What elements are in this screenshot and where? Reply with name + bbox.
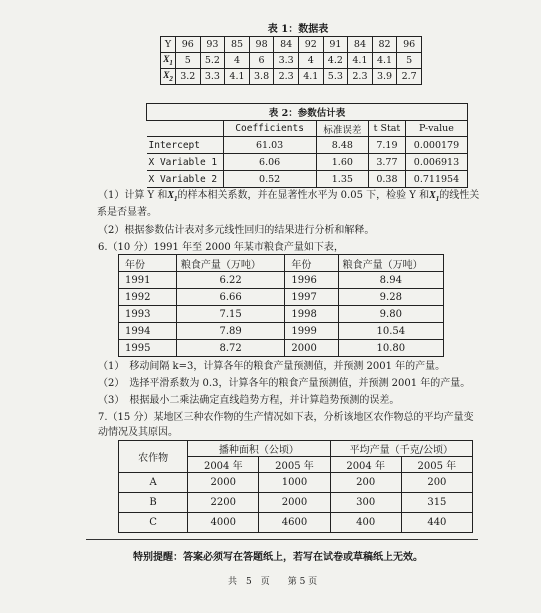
table2-cell: 1.35 [316, 171, 368, 188]
q7-year-header: 2005 年 [259, 457, 330, 473]
table1-cell: 5 [397, 53, 422, 69]
q6-table-cell: 1992 [119, 289, 177, 306]
table2-cell: 7.19 [368, 137, 405, 154]
q6-table-cell: 1995 [119, 340, 177, 357]
q7-table-cell: 1000 [259, 473, 330, 493]
q6-table-cell: 7.89 [176, 323, 284, 340]
table1-cell: 5.3 [323, 69, 348, 85]
q7-head-area: 播种面积（公顷） [188, 441, 330, 457]
table2-header: P-value [405, 121, 467, 137]
table1-cell: 5.2 [200, 53, 225, 69]
table2-cell: 0.52 [223, 171, 316, 188]
q7-intro-line2: 动情况及其原因。 [98, 427, 178, 438]
footer-divider [86, 539, 478, 540]
table1-cell: 2.3 [274, 69, 299, 85]
table1-title: 表 1：数据表 [267, 24, 329, 35]
table1-cell: 82 [372, 37, 397, 53]
footer-note: 特别提醒：答案必须写在答题纸上，若写在试卷或草稿纸上无效。 [133, 552, 423, 563]
table1-cell: 96 [176, 37, 201, 53]
q6-table-row [119, 340, 444, 357]
q7-table-cell: 2000 [188, 473, 259, 493]
q6-sub1: （1） 移动间隔 k=3，计算各年的粮食产量预测值，并预测 2001 年的产量。 [98, 361, 446, 372]
q7-table-cell: 2000 [259, 493, 330, 513]
q6-table-cell: 9.80 [338, 306, 443, 323]
table1-cell: 85 [225, 37, 250, 53]
q7-crop-name: B [119, 493, 188, 513]
table1-cell: 2.7 [397, 69, 422, 85]
table1-row [161, 69, 422, 85]
q6-table-row [119, 323, 444, 340]
q6-table-cell: 1991 [119, 272, 177, 289]
q6-table-header: 粮食产量（万吨） [176, 255, 284, 272]
q7-crop-name: A [119, 473, 188, 493]
table2-row [147, 154, 468, 171]
q6-table-cell: 8.72 [176, 340, 284, 357]
q7-table [118, 440, 473, 533]
table1-cell: 3.8 [249, 69, 274, 85]
q6-table-header: 年份 [285, 255, 338, 272]
table2-cell: 0.000179 [405, 137, 467, 154]
q6-table [118, 254, 444, 357]
table1-cell: 3.3 [200, 69, 225, 85]
q6-table-cell: 1997 [285, 289, 338, 306]
table2-cell: 61.03 [223, 137, 316, 154]
q6-table-cell: 10.54 [338, 323, 443, 340]
table2-header: 标准误差 [316, 121, 368, 137]
q7-intro-line1: 7.（15 分）某地区三种农作物的生产情况如下表，分析该地区农作物总的平均产量变 [98, 412, 474, 423]
q5-sub1-line1: （1）计算 Y 和$X_1$的样本相关系数，并在显著性水平为 0.05 下，检验 Y 和$X_1$的线性关 [98, 190, 480, 203]
q7-table-cell: 200 [401, 473, 472, 493]
q7-table-row [119, 493, 473, 513]
q5-sub1-line2: 系是否显著。 [97, 207, 157, 218]
q6-table-cell: 1993 [119, 306, 177, 323]
table1-cell: 6 [249, 53, 274, 69]
table2-cell: 8.48 [316, 137, 368, 154]
table1-cell: 4 [225, 53, 250, 69]
q7-table-cell: 400 [330, 513, 401, 533]
q6-table-row [119, 306, 444, 323]
table2-row-label: Intercept [147, 137, 224, 154]
q7-table-cell: 440 [401, 513, 472, 533]
q7-table-row [119, 473, 473, 493]
table2-header: Coefficients [223, 121, 316, 137]
q6-sub3: （3） 根据最小二乘法确定直线趋势方程，并计算趋势预测的误差。 [98, 395, 400, 406]
q6-sub2: （2） 选择平滑系数为 0.3，计算各年的粮食产量预测值，并预测 2001 年的产量。 [98, 378, 471, 389]
q7-table-cell: 4600 [259, 513, 330, 533]
table1-row-label: $X_2$ [161, 69, 176, 85]
q6-table-cell: 6.22 [176, 272, 284, 289]
table1-cell: 3.3 [274, 53, 299, 69]
table1-cell: 4.1 [298, 69, 323, 85]
table1-cell: 96 [397, 37, 422, 53]
table1-row-label: Y [161, 37, 176, 53]
q7-crop-name: C [119, 513, 188, 533]
table1-cell: 3.2 [176, 69, 201, 85]
table2-header [147, 121, 224, 137]
q7-head-yield: 平均产量（千克/公顷） [330, 441, 472, 457]
table1-cell: 4.1 [348, 53, 373, 69]
q7-year-header: 2004 年 [330, 457, 401, 473]
q7-year-header: 2005 年 [401, 457, 472, 473]
q6-table-cell: 6.66 [176, 289, 284, 306]
table2-row [147, 171, 468, 188]
table1-cell: 92 [298, 37, 323, 53]
q6-table-header: 粮食产量（万吨） [338, 255, 443, 272]
q7-head-crop: 农作物 [119, 441, 188, 473]
table1-cell: 4.1 [372, 53, 397, 69]
q6-table-cell: 1999 [285, 323, 338, 340]
table2-cell: 1.60 [316, 154, 368, 171]
q6-table-row [119, 272, 444, 289]
table2 [146, 103, 468, 188]
table2-cell: 6.06 [223, 154, 316, 171]
q7-table-cell: 315 [401, 493, 472, 513]
table1-row-label: $X_1$ [161, 53, 176, 69]
table1-cell: 98 [249, 37, 274, 53]
table1-row [161, 37, 422, 53]
table2-cell: 3.77 [368, 154, 405, 171]
table1-cell: 84 [274, 37, 299, 53]
q6-table-cell: 7.15 [176, 306, 284, 323]
q6-table-cell: 9.28 [338, 289, 443, 306]
q7-table-row [119, 513, 473, 533]
q7-table-cell: 300 [330, 493, 401, 513]
table1-row [161, 53, 422, 69]
table1-cell: 91 [323, 37, 348, 53]
q6-table-header: 年份 [119, 255, 177, 272]
q6-table-cell: 2000 [285, 340, 338, 357]
table1-cell: 5 [176, 53, 201, 69]
q7-table-cell: 2200 [188, 493, 259, 513]
q6-table-row [119, 289, 444, 306]
q6-table-cell: 1994 [119, 323, 177, 340]
table2-cell: 0.711954 [405, 171, 467, 188]
table2-row [147, 137, 468, 154]
table1-cell: 2.3 [348, 69, 373, 85]
table1-cell: 3.9 [372, 69, 397, 85]
table1-cell: 84 [348, 37, 373, 53]
table1-cell: 4.2 [323, 53, 348, 69]
q5-sub2: （2）根据参数估计表对多元线性回归的结果进行分析和解释。 [98, 225, 375, 236]
q6-table-cell: 10.80 [338, 340, 443, 357]
table2-cell: 0.006913 [405, 154, 467, 171]
table2-header: t Stat [368, 121, 405, 137]
table2-cell: 0.38 [368, 171, 405, 188]
q6-table-cell: 1996 [285, 272, 338, 289]
q7-year-header: 2004 年 [188, 457, 259, 473]
q6-intro: 6.（10 分）1991 年至 2000 年某市粮食产量如下表， [98, 242, 344, 253]
q7-table-cell: 200 [330, 473, 401, 493]
page-number: 共 5 页 第 5 页 [228, 577, 318, 587]
table1-cell: 4.1 [225, 69, 250, 85]
table1 [160, 36, 422, 85]
table2-title: 表 2：参数估计表 [147, 104, 468, 121]
q7-table-cell: 4000 [188, 513, 259, 533]
q6-table-cell: 1998 [285, 306, 338, 323]
table1-cell: 93 [200, 37, 225, 53]
q6-table-cell: 8.94 [338, 272, 443, 289]
table1-cell: 4 [298, 53, 323, 69]
table2-row-label: X Variable 1 [147, 154, 224, 171]
table2-row-label: X Variable 2 [147, 171, 224, 188]
